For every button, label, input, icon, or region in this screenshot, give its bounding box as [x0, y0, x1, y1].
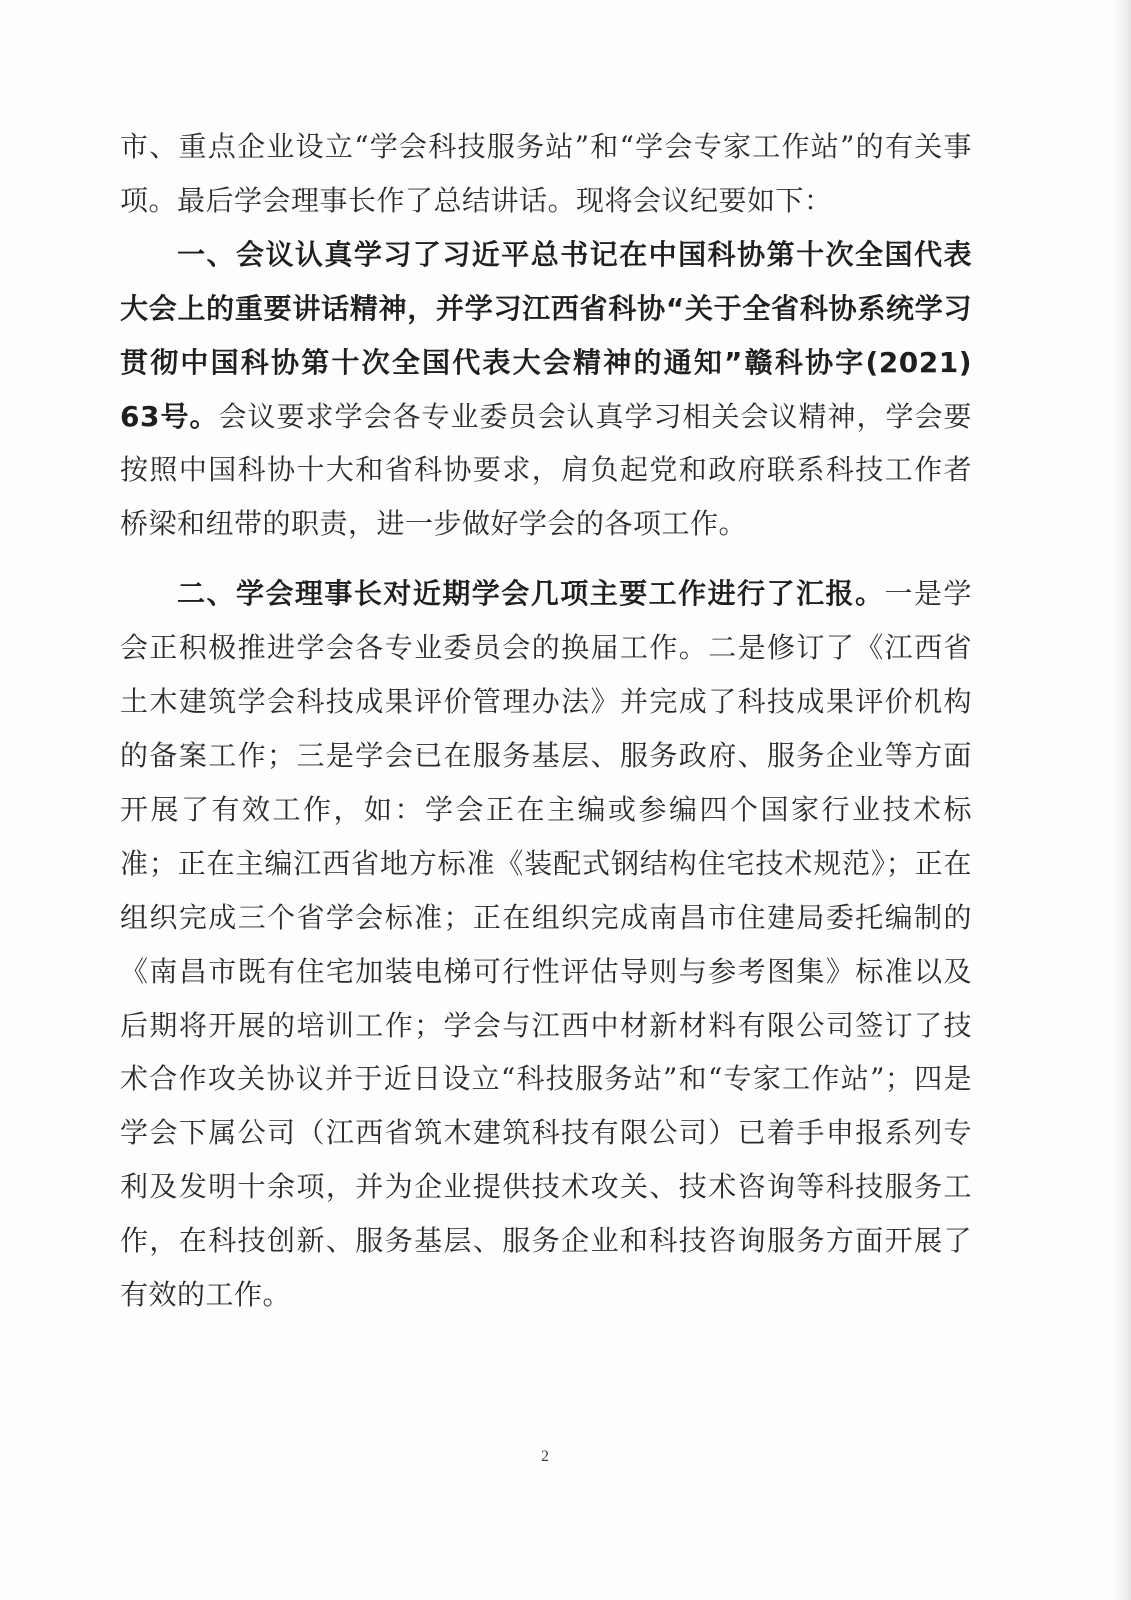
- section-one-heading: 一、会议认真学习了习近平总书记在中国科协第十次全国代表大会上的重要讲话精神，并学习江西省科协“关于全省科协系统学习贯彻中国科协第十次全国代表大会精神的通知”赣科协字(2021) 63号。: [120, 237, 972, 433]
- section-two-heading: 二、学会理事长对近期学会几项主要工作进行了汇报。: [177, 577, 885, 611]
- paragraph-section-two: [120, 567, 972, 1322]
- page-number: 2: [541, 1448, 549, 1465]
- paragraph-intro-continued: [120, 120, 972, 228]
- document-body: [120, 120, 972, 1322]
- page-edge-shadow: [1113, 0, 1131, 1600]
- section-two-text: 一是学会正积极推进学会各专业委员会的换届工作。二是修订了《江西省土木建筑学会科技成果评价管理办法》并完成了科技成果评价机构的备案工作；三是学会已在服务基层、服务政府、服务企业等方面开展了有效工作，如：学会正在主编或参编四个国家行业技术标准；正在主编江西省地方标准《装配式钢结构住宅技术规范》；正在组织完成三个省学会标准；正在组织完成南昌市住建局委托编制的《南昌市既有住宅加装电梯可行性评估导则与参考图集》标准以及后期将开展的培训工作；学会与江西中材新材料有限公司签订了技术合作攻关协议并于近日设立“科技服务站”和“专家工作站”；四是学会下属公司（江西省筑木建筑科技有限公司）已着手申报系列专利及发明十余项，并为企业提供技术攻关、技术咨询等科技服务工作，在科技创新、服务基层、服务企业和科技咨询服务方面开展了有效的工作。: [120, 577, 972, 1312]
- section-one-text: 会议要求学会各专业委员会认真学习相关会议精神，学会要按照中国科协十大和省科协要求，肩负起党和政府联系科技工作者桥梁和纽带的职责，进一步做好学会的各项工作。: [120, 399, 972, 541]
- paragraph-section-one: [120, 228, 972, 551]
- paragraph-intro-text: 市、重点企业设立“学会科技服务站”和“学会专家工作站”的有关事项。最后学会理事长作了总结讲话。现将会议纪要如下：: [120, 130, 972, 217]
